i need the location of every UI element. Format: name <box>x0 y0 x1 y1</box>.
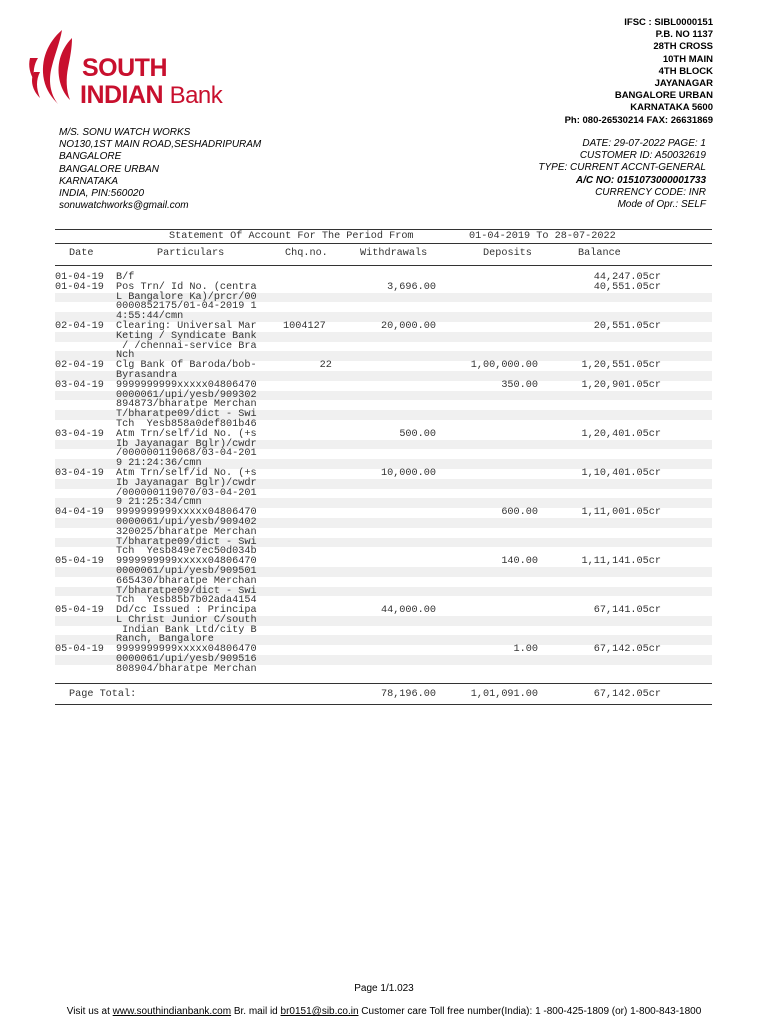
cell-deposit: 140.00 <box>501 556 538 568</box>
statement-period <box>55 230 712 243</box>
account-info <box>538 138 706 211</box>
page-total-label: Page Total: <box>69 688 137 700</box>
cell-particulars: Clearing: Universal Mar <box>116 320 257 332</box>
cell-withdrawal: 44,000.00 <box>380 605 436 617</box>
cell-date: 05-04-19 <box>55 644 104 656</box>
cell-particulars: Clg Bank Of Baroda/bob- <box>116 360 257 372</box>
cell-date: 02-04-19 <box>55 320 104 332</box>
cell-particulars: 0000061/upi/yesb/909402 <box>116 516 257 528</box>
cell-date: 01-04-19 <box>55 272 104 283</box>
cell-particulars: 9 21:24:36/cmn <box>116 458 202 470</box>
table-row-line <box>55 342 712 352</box>
logo-swoosh-icon <box>28 28 88 112</box>
cell-particulars: 9999999999xxxxx04806470 <box>116 644 257 656</box>
cell-deposit: 1.00 <box>513 644 538 656</box>
cell-balance: 1,11,141.05cr <box>581 556 661 568</box>
logo-text-indian: INDIAN <box>80 81 164 109</box>
cell-particulars: Indian Bank Ltd/city B <box>116 624 257 636</box>
cell-deposit: 1,00,000.00 <box>470 360 538 372</box>
cell-chq: 1004127 <box>283 320 326 332</box>
period-label: Statement Of Account For The Period From <box>169 231 414 242</box>
logo-text-line2 <box>80 82 222 109</box>
cell-particulars: 9999999999xxxxx04806470 <box>116 379 257 391</box>
cell-balance: 20,551.05cr <box>593 320 661 332</box>
cell-balance: 1,11,001.05cr <box>581 507 661 519</box>
header-date: Date <box>69 248 94 259</box>
customer-address-line: BANGALORE URBAN <box>59 163 160 175</box>
cell-balance: 1,10,401.05cr <box>581 467 661 479</box>
cell-date: 05-04-19 <box>55 556 104 568</box>
cell-particulars: 808904/bharatpe Merchan <box>116 663 257 675</box>
cell-particulars: 0000061/upi/yesb/909302 <box>116 389 257 401</box>
cell-balance: 67,142.05cr <box>593 644 661 656</box>
cell-particulars: Ib Jayanagar Bglr)/cwdr <box>116 477 257 489</box>
cell-date: 03-04-19 <box>55 428 104 440</box>
table-row <box>55 606 712 645</box>
cell-withdrawal: 20,000.00 <box>380 320 436 332</box>
table-row <box>55 508 712 557</box>
cell-particulars: Tch Yesb85b7b02ada4154 <box>116 595 257 607</box>
cell-particulars: T/bharatpe09/dict - Swi <box>116 585 257 597</box>
cell-withdrawal: 500.00 <box>399 428 436 440</box>
footer-visit: Visit us at <box>66 1006 113 1017</box>
bank-address-line: Ph: 080-26530214 FAX: 26631869 <box>564 114 713 126</box>
customer-address-line: NO130,1ST MAIN ROAD,SESHADRIPURAM <box>59 139 262 151</box>
footer-customer-care: Customer care Toll free number(India): 1 -800-425-1809 (or) 1-800-843-1800 <box>358 1006 702 1017</box>
customer-id: CUSTOMER ID: A50032619 <box>579 150 706 162</box>
bank-address <box>565 17 713 127</box>
page-total-deposits: 1,01,091.00 <box>470 688 538 700</box>
transaction-rows <box>55 273 712 675</box>
bank-address-line: JAYANAGAR <box>654 78 713 90</box>
cell-particulars: T/bharatpe09/dict - Swi <box>116 536 257 548</box>
cell-chq: 22 <box>283 360 332 372</box>
customer-address-line: BANGALORE <box>59 151 122 163</box>
bank-logo <box>28 28 268 112</box>
table-header <box>55 243 712 266</box>
cell-particulars: 9 21:25:34/cmn <box>116 497 202 509</box>
cell-particulars: 0000852175/01-04-2019 1 <box>116 301 257 313</box>
footer-mail-label: Br. mail id <box>231 1006 281 1017</box>
currency-code: CURRENCY CODE: INR <box>595 186 706 198</box>
table-row <box>55 469 712 508</box>
table-row <box>55 645 712 674</box>
footer <box>0 1006 768 1017</box>
table-row <box>55 430 712 469</box>
logo-text-bank: Bank <box>169 82 223 109</box>
bank-address-line: KARNATAKA 5600 <box>630 102 713 114</box>
cell-particulars: T/bharatpe09/dict - Swi <box>116 409 257 421</box>
cell-balance: 67,141.05cr <box>593 605 661 617</box>
header-withdrawals: Withdrawals <box>360 248 428 259</box>
cell-date: 04-04-19 <box>55 507 104 519</box>
account-type: TYPE: CURRENT ACCNT-GENERAL <box>538 162 706 174</box>
mode-of-operation: Mode of Opr.: SELF <box>617 199 706 211</box>
logo-text-line1: SOUTH <box>82 54 167 82</box>
bank-address-line: 28TH CROSS <box>653 41 713 53</box>
customer-address-line: M/S. SONU WATCH WORKS <box>59 127 191 138</box>
footer-website-link[interactable]: www.southindianbank.com <box>112 1006 232 1017</box>
cell-balance: 1,20,901.05cr <box>581 379 661 391</box>
cell-deposit: 350.00 <box>501 379 538 391</box>
bank-address-line: IFSC : SIBL0000151 <box>624 17 713 28</box>
cell-particulars: Ib Jayanagar Bglr)/cwdr <box>116 438 257 450</box>
customer-address-line: sonuwatchworks@gmail.com <box>59 200 189 212</box>
footer-mail-link[interactable]: br0151@sib.co.in <box>280 1006 359 1017</box>
cell-particulars: B/f <box>116 272 135 283</box>
header-balance: Balance <box>578 248 621 259</box>
statement-table <box>55 229 712 705</box>
cell-particulars: L Bangalore Ka)/prcr/00 <box>116 291 257 303</box>
cell-date: 03-04-19 <box>55 379 104 391</box>
page-total-row <box>55 683 712 705</box>
header-chq: Chq.no. <box>285 248 328 259</box>
cell-particulars: Atm Trn/self/id No. (+s <box>116 428 257 440</box>
cell-particulars: Tch Yesb858a0def801b46 <box>116 418 257 430</box>
page-number: Page 1/1.023 <box>354 983 414 994</box>
cell-balance: 1,20,401.05cr <box>581 428 661 440</box>
cell-particulars: 320025/bharatpe Merchan <box>116 526 257 538</box>
page-total-withdrawals: 78,196.00 <box>380 688 436 700</box>
cell-particulars: / /chennai-service Bra <box>116 340 257 352</box>
cell-particulars: Tch Yesb849e7ec50d034b <box>116 546 257 558</box>
account-number: A/C NO: 0151073000001733 <box>575 174 706 186</box>
cell-balance: 40,551.05cr <box>593 281 661 293</box>
table-row-line <box>55 665 712 675</box>
cell-particulars: 9999999999xxxxx04806470 <box>116 507 257 519</box>
cell-date: 02-04-19 <box>55 360 104 372</box>
cell-date: 05-04-19 <box>55 605 104 617</box>
table-row <box>55 557 712 606</box>
cell-particulars: /000000119070/03-04-201 <box>116 487 257 499</box>
cell-balance: 1,20,551.05cr <box>581 360 661 372</box>
cell-particulars: Dd/cc Issued : Principa <box>116 605 257 617</box>
page-total-balance: 67,142.05cr <box>593 688 661 700</box>
customer-address-line: KARNATAKA <box>59 175 119 187</box>
table-row <box>55 283 712 322</box>
table-row <box>55 322 712 361</box>
table-row <box>55 381 712 430</box>
header-particulars: Particulars <box>157 248 225 259</box>
statement-date-page: DATE: 29-07-2022 PAGE: 1 <box>582 138 706 149</box>
header-deposits: Deposits <box>483 248 532 259</box>
cell-particulars: Keting / Syndicate Bank <box>116 330 257 342</box>
cell-date: 03-04-19 <box>55 467 104 479</box>
cell-particulars: 4:55:44/cmn <box>116 311 184 323</box>
cell-date: 01-04-19 <box>55 281 104 293</box>
cell-particulars: Byrasandra <box>116 369 178 381</box>
cell-particulars: Nch <box>116 350 135 362</box>
cell-particulars: 0000061/upi/yesb/909501 <box>116 565 257 577</box>
cell-particulars: 0000061/upi/yesb/909516 <box>116 654 257 666</box>
cell-particulars: L Christ Junior C/south <box>116 614 257 626</box>
cell-balance: 44,247.05cr <box>593 272 661 283</box>
cell-particulars: 9999999999xxxxx04806470 <box>116 556 257 568</box>
cell-deposit: 600.00 <box>501 507 538 519</box>
cell-particulars: Ranch, Bangalore <box>116 634 214 646</box>
cell-particulars: 894873/bharatpe Merchan <box>116 399 257 411</box>
cell-particulars: Pos Trn/ Id No. (centra <box>116 281 257 293</box>
cell-withdrawal: 10,000.00 <box>380 467 436 479</box>
table-row <box>55 361 712 381</box>
bank-address-line: BANGALORE URBAN <box>614 90 713 102</box>
customer-address-line: INDIA, PIN:560020 <box>59 188 145 200</box>
bank-address-line: 10TH MAIN <box>662 53 713 65</box>
cell-particulars: /000000119068/03-04-201 <box>116 448 257 460</box>
cell-withdrawal: 3,696.00 <box>387 281 436 293</box>
customer-address <box>59 127 261 212</box>
cell-particulars: 665430/bharatpe Merchan <box>116 575 257 587</box>
bank-address-line: 4TH BLOCK <box>658 65 713 77</box>
cell-particulars: Atm Trn/self/id No. (+s <box>116 467 257 479</box>
bank-address-line: P.B. NO 1137 <box>655 29 713 41</box>
period-range: 01-04-2019 To 28-07-2022 <box>469 231 616 242</box>
